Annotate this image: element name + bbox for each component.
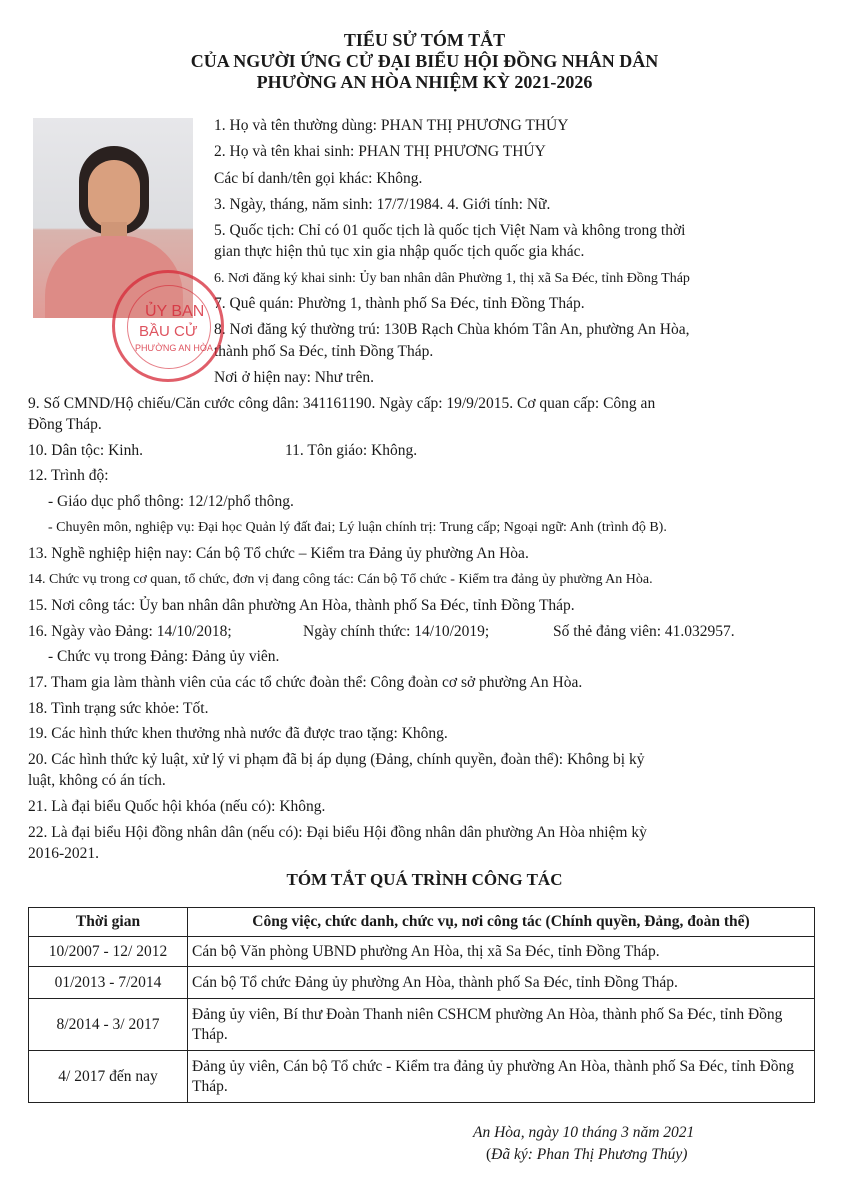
line-council-delegate-cont: 2016-2021.	[28, 845, 100, 862]
table-row	[29, 999, 815, 1051]
header-description: Công việc, chức danh, chức vụ, nơi công tác (Chính quyền, Đảng, đoàn thể)	[188, 908, 815, 937]
row-description: Đảng ủy viên, Cán bộ Tổ chức - Kiểm tra đảng ủy phường An Hòa, thành phố Sa Đéc, tỉnh Đồng Tháp.	[188, 1051, 815, 1103]
line-organizations: 17. Tham gia làm thành viên của các tổ chức đoàn thể: Công đoàn cơ sở phường An Hòa.	[28, 674, 583, 691]
doc-term: PHƯỜNG AN HÒA NHIỆM KỲ 2021-2026	[256, 72, 593, 92]
line-id-card: 9. Số CMND/Hộ chiếu/Căn cước công dân: 341161190. Ngày cấp: 19/9/2015. Cơ quan cấp: Công an	[28, 395, 656, 412]
line-common-name: 1. Họ và tên thường dùng: PHAN THỊ PHƯƠNG THÚY	[214, 117, 569, 134]
row-description: Đảng ủy viên, Bí thư Đoàn Thanh niên CSHCM phường An Hòa, thành phố Sa Đéc, tỉnh Đồng Tháp.	[188, 999, 815, 1051]
line-residence-cont: thành phố Sa Đéc, tỉnh Đồng Tháp.	[214, 343, 434, 360]
doc-subtitle: CỦA NGƯỜI ỨNG CỬ ĐẠI BIỂU HỘI ĐỒNG NHÂN DÂN	[190, 51, 659, 71]
line-nationality-cont: gian thực hiện thủ tục xin gia nhập quốc tịch quốc gia khác.	[214, 243, 585, 260]
line-council-delegate: 22. Là đại biểu Hội đồng nhân dân (nếu có): Đại biểu Hội đồng nhân dân phường An Hòa nhiệm kỳ	[28, 824, 647, 841]
row-description: Cán bộ Văn phòng UBND phường An Hòa, thị xã Sa Đéc, tỉnh Đồng Tháp.	[188, 937, 815, 967]
line-health: 18. Tình trạng sức khỏe: Tốt.	[28, 700, 209, 717]
row-time: 8/2014 - 3/ 2017	[29, 999, 188, 1051]
election-committee-seal: ỦY BAN BẦU CỬ PHƯỜNG AN HÒA	[112, 270, 224, 382]
doc-title: TIỂU SỬ TÓM TẮT	[343, 30, 506, 50]
work-history-table	[28, 907, 815, 1103]
line-ethnicity: 10. Dân tộc: Kinh.	[28, 442, 143, 459]
line-position: 14. Chức vụ trong cơ quan, tổ chức, đơn vị đang công tác: Cán bộ Tổ chức - Kiểm tra đảng ủy phường An Hòa.	[28, 572, 653, 587]
line-birth-name: 2. Họ và tên khai sinh: PHAN THỊ PHƯƠNG THÚY	[214, 143, 546, 160]
place-date: An Hòa, ngày 10 tháng 3 năm 2021	[473, 1124, 695, 1141]
row-time: 01/2013 - 7/2014	[29, 967, 188, 999]
line-religion: 11. Tôn giáo: Không.	[285, 442, 418, 459]
line-education: 12. Trình độ:	[28, 467, 109, 484]
signed-note: (Đã ký: Phan Thị Phương Thúy)	[486, 1146, 688, 1163]
line-discipline-cont: luật, không có án tích.	[28, 772, 166, 789]
row-time: 10/2007 - 12/ 2012	[29, 937, 188, 967]
row-time: 4/ 2017 đến nay	[29, 1051, 188, 1103]
table-row	[29, 1051, 815, 1103]
line-occupation: 13. Nghề nghiệp hiện nay: Cán bộ Tổ chức – Kiểm tra Đảng ủy phường An Hòa.	[28, 545, 529, 562]
work-history-title: TÓM TẮT QUÁ TRÌNH CÔNG TÁC	[286, 870, 563, 889]
line-party-official: Ngày chính thức: 14/10/2019;	[303, 623, 490, 640]
table-row	[29, 967, 815, 999]
line-birthdate-gender: 3. Ngày, tháng, năm sinh: 17/7/1984. 4. Giới tính: Nữ.	[214, 196, 551, 213]
line-workplace: 15. Nơi công tác: Ủy ban nhân dân phường An Hòa, thành phố Sa Đéc, tỉnh Đồng Tháp.	[28, 597, 575, 614]
signed-label: Đã ký:	[491, 1146, 533, 1163]
line-aliases: Các bí danh/tên gọi khác: Không.	[214, 170, 423, 187]
table-header-row	[29, 908, 815, 937]
line-hometown: 7. Quê quán: Phường 1, thành phố Sa Đéc, tỉnh Đồng Tháp.	[214, 295, 585, 312]
line-nationality: 5. Quốc tịch: Chỉ có 01 quốc tịch là quốc tịch Việt Nam và không trong thời	[214, 222, 686, 239]
line-id-card-cont: Đồng Tháp.	[28, 416, 102, 433]
line-discipline: 20. Các hình thức kỷ luật, xử lý vi phạm đã bị áp dụng (Đảng, chính quyền, đoàn thể): Không bị kỷ	[28, 751, 645, 768]
line-awards: 19. Các hình thức khen thưởng nhà nước đã được trao tặng: Không.	[28, 725, 448, 742]
line-residence: 8. Nơi đăng ký thường trú: 130B Rạch Chùa khóm Tân An, phường An Hòa,	[214, 321, 690, 338]
signed-name: Phan Thị Phương Thúy)	[532, 1146, 688, 1163]
line-party-position: - Chức vụ trong Đảng: Đảng ủy viên.	[48, 648, 280, 665]
row-description: Cán bộ Tổ chức Đảng ủy phường An Hòa, thành phố Sa Đéc, tỉnh Đồng Tháp.	[188, 967, 815, 999]
line-party-card: Số thẻ đảng viên: 41.032957.	[553, 623, 735, 640]
header-time: Thời gian	[29, 908, 188, 937]
line-national-assembly: 21. Là đại biểu Quốc hội khóa (nếu có): Không.	[28, 798, 326, 815]
line-birth-registration: 6. Nơi đăng ký khai sinh: Ủy ban nhân dân Phường 1, thị xã Sa Đéc, tỉnh Đồng Tháp	[214, 271, 690, 286]
line-current-address: Nơi ở hiện nay: Như trên.	[214, 369, 374, 386]
table-row	[29, 937, 815, 967]
line-general-education: - Giáo dục phổ thông: 12/12/phổ thông.	[48, 493, 294, 510]
line-specialty: - Chuyên môn, nghiệp vụ: Đại học Quản lý đất đai; Lý luận chính trị: Trung cấp; Ngoại ngữ: Anh (trình độ B).	[48, 520, 667, 535]
line-party-join: 16. Ngày vào Đảng: 14/10/2018;	[28, 623, 232, 640]
